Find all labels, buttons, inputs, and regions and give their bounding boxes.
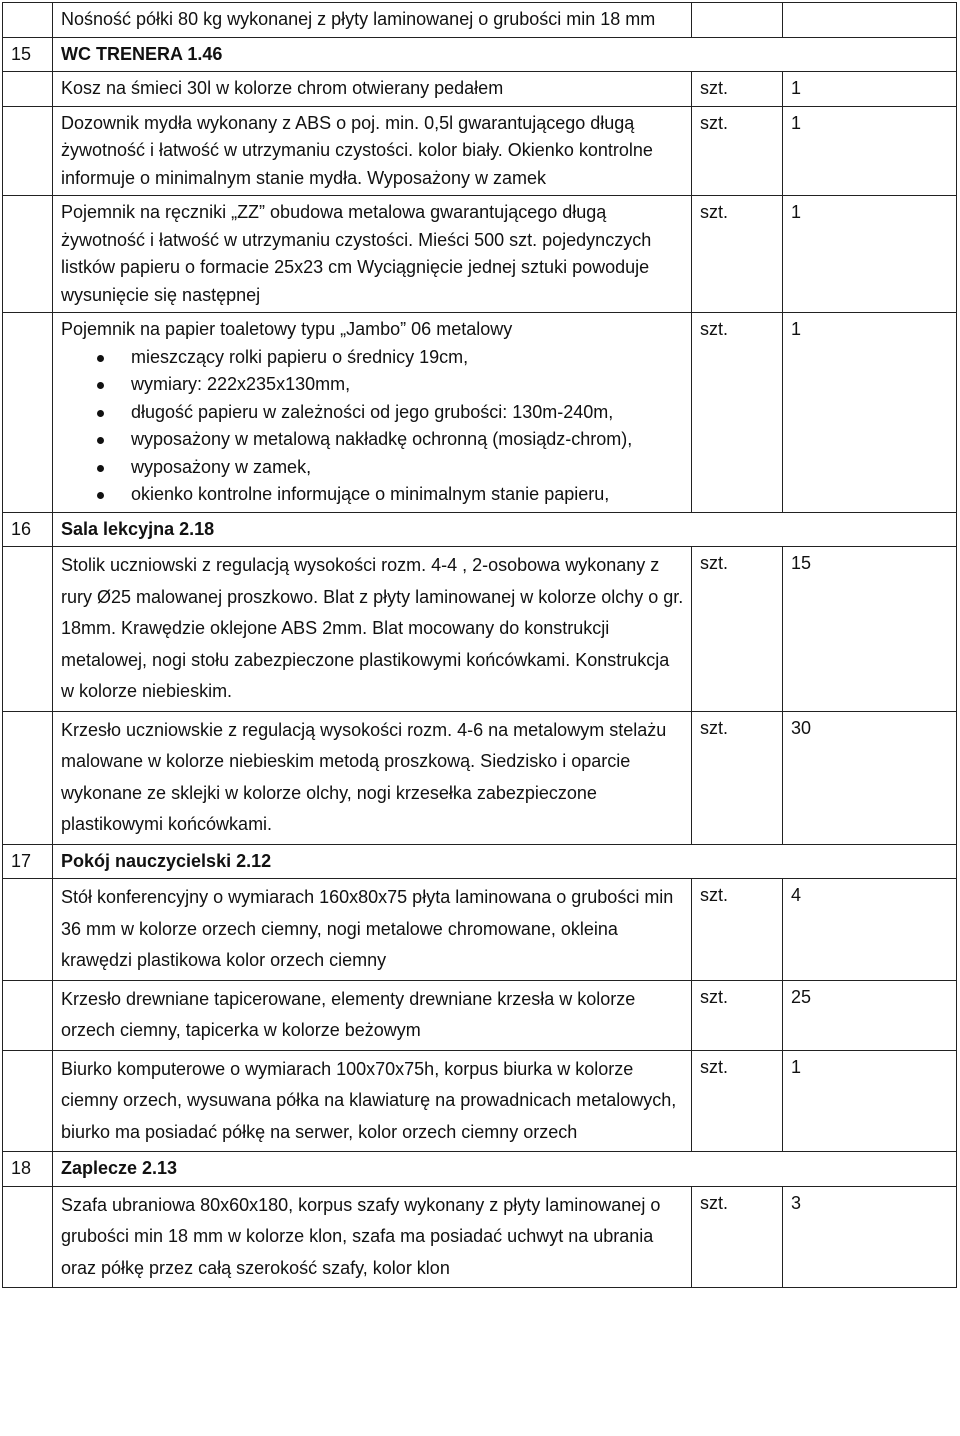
section-number: 16 <box>3 512 53 547</box>
item-unit <box>692 1186 783 1288</box>
table-row <box>3 711 957 844</box>
item-description-text: Stolik uczniowski z regulacją wysokości rozm. 4-4 , 2-osobowa wykonany z rury Ø25 malowanej proszkowo. Blat z płyty laminowanej w kolorze olchy o gr. 18mm. Krawędzie oklejone ABS 2mm. Blat mocowany do konstrukcji metalowej, nogi stołu zabezpieczone plastikowymi końcówkami. Konstrukcja w kolorze niebieskim. <box>61 555 684 701</box>
section-title: WC TRENERA 1.46 <box>53 37 957 72</box>
item-unit <box>692 980 783 1050</box>
item-quantity-text: 1 <box>791 1056 802 1077</box>
section-title: Sala lekcyjna 2.18 <box>53 512 957 547</box>
list-item: wyposażony w zamek, <box>61 454 685 482</box>
item-quantity <box>783 879 957 981</box>
item-quantity-text: 30 <box>791 717 812 738</box>
item-quantity <box>783 1050 957 1152</box>
item-quantity-text: 15 <box>791 553 812 573</box>
row-number <box>3 196 53 313</box>
item-quantity: 1 <box>783 106 957 196</box>
item-description: Nośność półki 80 kg wykonanej z płyty laminowanej o grubości min 18 mm <box>53 3 692 38</box>
section-number: 15 <box>3 37 53 72</box>
item-quantity-text: 25 <box>791 986 812 1007</box>
table-row <box>3 72 957 107</box>
specification-table <box>2 2 957 1288</box>
item-description-text: Szafa ubraniowa 80x60x180, korpus szafy wykonany z płyty laminowanej o grubości min 18 mm w kolorze klon, szafa ma posiadać uchwyt na ubrania oraz półkę przez całą szerokość szafy, kolor klon <box>61 1194 661 1278</box>
item-unit-text: szt. <box>700 885 729 905</box>
item-quantity-text: 3 <box>791 1192 802 1213</box>
item-unit <box>692 879 783 981</box>
item-description: Pojemnik na ręczniki „ZZ” obudowa metalowa gwarantującego długą żywotność i łatwość w utrzymaniu czystości. Mieści 500 szt. pojedynczych listków papieru o formacie 25x23 cm Wyciągnięcie jednej sztuki powoduje wysunięcie się następnej <box>53 196 692 313</box>
section-number: 18 <box>3 1152 53 1187</box>
item-unit: szt. <box>692 72 783 107</box>
item-unit <box>692 1050 783 1152</box>
list-item: okienko kontrolne informujące o minimalnym stanie papieru, <box>61 481 685 509</box>
item-description-text: Krzesło uczniowskie z regulacją wysokości rozm. 4-6 na metalowym stelażu malowane w kolorze niebieskim metodą proszkową. Siedzisko i oparcie wykonane ze sklejki w kolorze olchy, nogi krzesełka zabezpieczone plastikowymi końcówkami. <box>61 719 667 834</box>
row-number <box>3 1050 53 1152</box>
item-quantity <box>783 980 957 1050</box>
item-unit-text: szt. <box>700 986 729 1007</box>
item-quantity: 1 <box>783 72 957 107</box>
item-unit-text: szt. <box>700 717 729 738</box>
row-number <box>3 547 53 712</box>
row-number <box>3 106 53 196</box>
item-quantity <box>783 1186 957 1288</box>
item-unit <box>692 3 783 38</box>
table-row <box>3 196 957 313</box>
row-number <box>3 313 53 513</box>
item-description <box>53 1050 692 1152</box>
row-number <box>3 879 53 981</box>
item-quantity-text: 4 <box>791 885 802 905</box>
row-number <box>3 711 53 844</box>
item-description: Kosz na śmieci 30l w kolorze chrom otwierany pedałem <box>53 72 692 107</box>
item-description: Dozownik mydła wykonany z ABS o poj. min. 0,5l gwarantującego długą żywotność i łatwość w utrzymaniu czystości. kolor biały. Okienko kontrolne informuje o minimalnym stanie mydła. Wyposażony w zamek <box>53 106 692 196</box>
section-title: Pokój nauczycielski 2.12 <box>53 844 957 879</box>
item-description-heading: Pojemnik na papier toaletowy typu „Jambo” 06 metalowy <box>61 319 513 339</box>
section-row <box>3 1152 957 1187</box>
item-unit-text: szt. <box>700 1192 729 1213</box>
table-row <box>3 106 957 196</box>
item-description <box>53 879 692 981</box>
table-row <box>3 879 957 981</box>
row-number <box>3 3 53 38</box>
item-quantity: 1 <box>783 196 957 313</box>
section-title: Zaplecze 2.13 <box>53 1152 957 1187</box>
table-row <box>3 547 957 712</box>
list-item: wyposażony w metalową nakładkę ochronną (mosiądz-chrom), <box>61 426 685 454</box>
list-item: mieszczący rolki papieru o średnicy 19cm, <box>61 344 685 372</box>
item-description <box>53 547 692 712</box>
item-description <box>53 1186 692 1288</box>
feature-list <box>61 344 685 509</box>
item-quantity <box>783 711 957 844</box>
table-row <box>3 313 957 513</box>
item-unit-text: szt. <box>700 553 729 573</box>
item-unit-text: szt. <box>700 1056 729 1077</box>
item-unit: szt. <box>692 106 783 196</box>
item-unit <box>692 711 783 844</box>
item-quantity <box>783 547 957 712</box>
item-unit: szt. <box>692 313 783 513</box>
section-number: 17 <box>3 844 53 879</box>
section-row <box>3 512 957 547</box>
item-description-text: Biurko komputerowe o wymiarach 100x70x75h, korpus biurka w kolorze ciemny orzech, wysuwana półka na klawiaturę na prowadnicach metalowych, biurko ma posiadać półkę na serwer, kolor orzech ciemny orzech <box>61 1058 677 1142</box>
row-number <box>3 1186 53 1288</box>
table-row <box>3 1186 957 1288</box>
item-unit <box>692 547 783 712</box>
item-quantity <box>783 3 957 38</box>
list-item: wymiary: 222x235x130mm, <box>61 371 685 399</box>
item-description-text: Stół konferencyjny o wymiarach 160x80x75 płyta laminowana o grubości min 36 mm w kolorze orzech ciemny, nogi metalowe chromowane, okleina krawędzi plastikowa kolor orzech ciemny <box>61 887 674 970</box>
table-row <box>3 3 957 38</box>
item-description <box>53 980 692 1050</box>
row-number <box>3 72 53 107</box>
row-number <box>3 980 53 1050</box>
section-row <box>3 844 957 879</box>
list-item: długość papieru w zależności od jego grubości: 130m-240m, <box>61 399 685 427</box>
item-description <box>53 711 692 844</box>
item-quantity: 1 <box>783 313 957 513</box>
item-description-text: Krzesło drewniane tapicerowane, elementy drewniane krzesła w kolorze orzech ciemny, tapicerka w kolorze beżowym <box>61 988 636 1040</box>
item-unit: szt. <box>692 196 783 313</box>
table-row <box>3 1050 957 1152</box>
item-description <box>53 313 692 513</box>
table-row <box>3 980 957 1050</box>
section-row <box>3 37 957 72</box>
